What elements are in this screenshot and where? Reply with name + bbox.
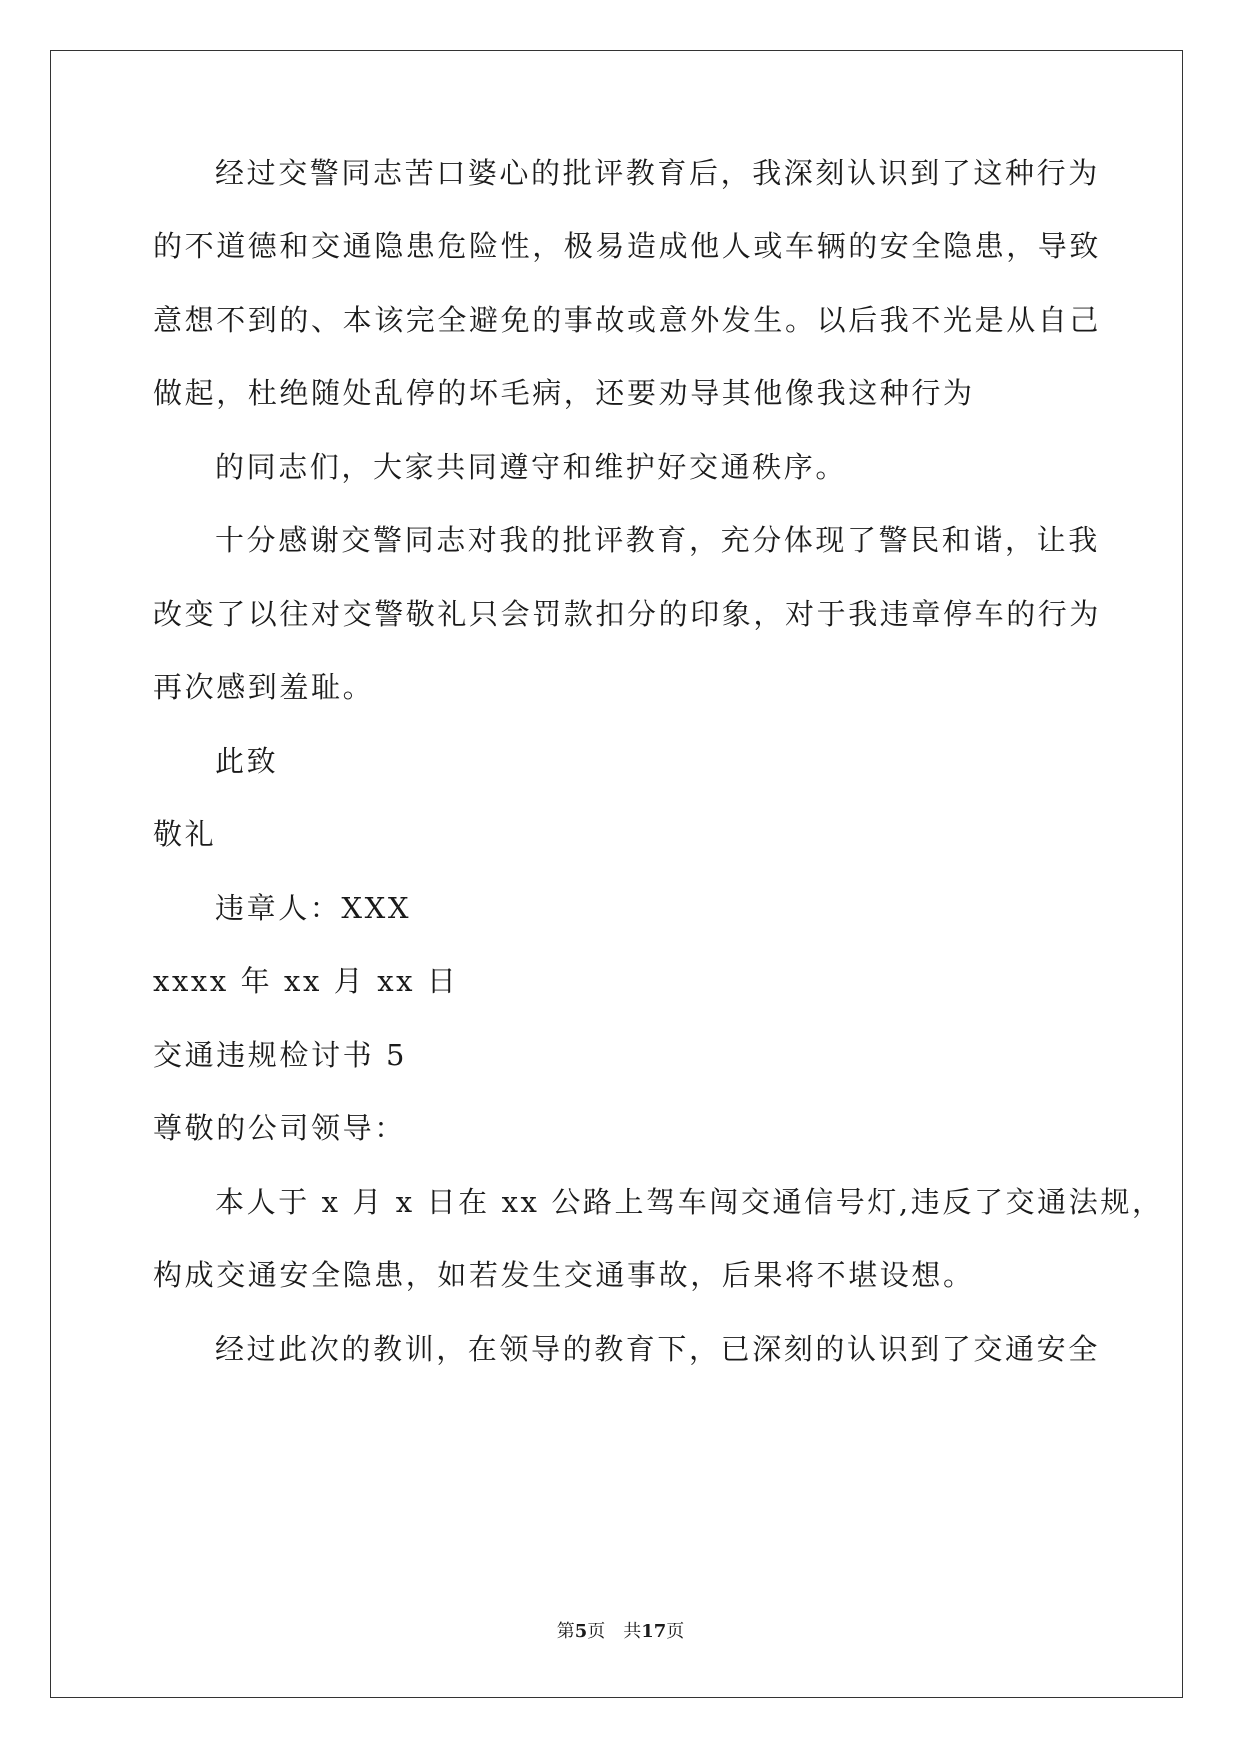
text-line: 改变了以往对交警敬礼只会罚款扣分的印象，对于我违章停车的行为 [153, 597, 1102, 631]
page-border [50, 50, 1183, 1698]
salutation: 敬礼 [153, 817, 217, 851]
footer-prefix: 第 [556, 1621, 575, 1642]
footer-suffix: 页 [666, 1621, 685, 1642]
current-page-number: 5 [574, 1621, 588, 1642]
section-title: 交通违规检讨书 5 [153, 1038, 408, 1072]
greeting: 尊敬的公司领导： [153, 1111, 406, 1145]
footer-middle: 页 共 [587, 1621, 642, 1642]
text-line: 再次感到羞耻。 [153, 670, 375, 704]
text-line: 做起，杜绝随处乱停的坏毛病，还要劝导其他像我这种行为 [153, 376, 975, 410]
text-line: 十分感谢交警同志对我的批评教育，充分体现了警民和谐，让我 [215, 523, 1100, 557]
text-line: 本人于 x 月 x 日在 xx 公路上驾车闯交通信号灯,违反了交通法规， [215, 1185, 1164, 1219]
closing-phrase: 此致 [215, 744, 279, 778]
total-page-count: 17 [641, 1621, 667, 1642]
signature: 违章人：XXX [215, 891, 412, 925]
page-footer [0, 1620, 1241, 1644]
text-line: 的不道德和交通隐患危险性，极易造成他人或车辆的安全隐患，导致 [153, 229, 1102, 263]
text-line: 的同志们，大家共同遵守和维护好交通秩序。 [215, 450, 848, 484]
text-line: 意想不到的、本该完全避免的事故或意外发生。以后我不光是从自己 [153, 303, 1102, 337]
date-line: xxxx 年 xx 月 xx 日 [153, 964, 459, 998]
text-line: 经过此次的教训，在领导的教育下，已深刻的认识到了交通安全 [215, 1332, 1100, 1366]
text-line: 构成交通安全隐患，如若发生交通事故，后果将不堪设想。 [153, 1258, 975, 1292]
text-line: 经过交警同志苦口婆心的批评教育后，我深刻认识到了这种行为 [215, 156, 1100, 190]
